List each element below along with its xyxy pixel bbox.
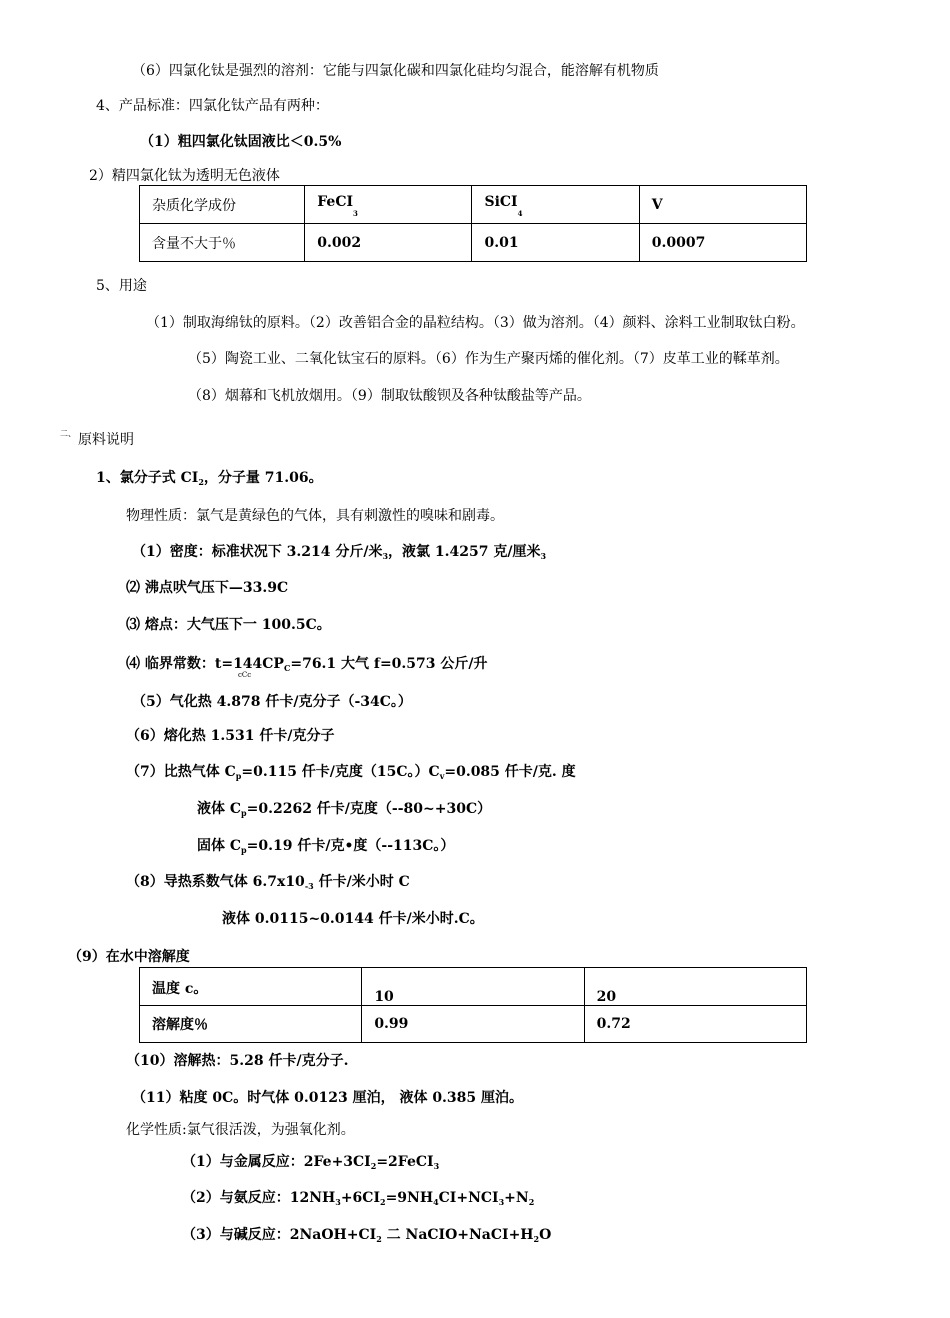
line-uses-3: （8）烟幕和飞机放烟用。（9）制取钛酸钡及各种钛酸盐等产品。: [188, 388, 591, 404]
line-reaction-alkali: （3）与碱反应：$2NaOH+CI_2$ 二 $NaCIO+NaCI+H_2O$: [182, 1227, 552, 1244]
line-reaction-ammonia: （2）与氨反应：$12NH_3+6CI_2=9NH_4CI+NCI_3+N_2$: [182, 1190, 535, 1207]
table-cell: 含量不大于％: [140, 224, 305, 262]
section-number: 二、: [60, 429, 76, 438]
line-chlorine-formula: 1、氯分子式 $CI_2$，分子量 71.06。: [96, 470, 323, 487]
line-thermal-conductivity-gas: （8）导热系数气体 $6.7x10_{-3}$ 仟卡/米小时 C: [126, 874, 410, 891]
line-crude-ticl4: （1）粗四氯化钛固液比＜0.5%: [140, 134, 342, 150]
table-cell: FeCI3: [305, 186, 472, 224]
line-uses-1: （1）制取海绵钛的原料。（2）改善铝合金的晶粒结构。（3）做为溶剂。（4）颜料、涂料工业制取钛白粉。: [146, 315, 805, 331]
table-cell: 杂质化学成份: [140, 186, 305, 224]
line-critical-constants: ⑷ 临界常数：$t=144CP_C=76.1$ 大气 f=0.573 公斤/升: [126, 656, 488, 673]
section-heading-uses: 5、用途: [96, 278, 147, 294]
table-cell: 溶解度％: [140, 1006, 362, 1043]
impurity-table: [139, 185, 807, 262]
line-specific-heat-solid: 固体 $C_p=0.19$ 仟卡/克•度（--113C。）: [197, 838, 455, 855]
table-header-row: [140, 968, 807, 1006]
table-header-row: [140, 186, 807, 224]
table-cell: V: [639, 186, 806, 224]
line-product-standard: 4、产品标准：四氯化钛产品有两种：: [96, 98, 329, 114]
line-reaction-metal: （1）与金属反应：$2Fe+3CI_2=2FeCI_3$: [182, 1154, 440, 1171]
line-viscosity: （11）粘度 0C。时气体 0.0123 厘泊， 液体 0.385 厘泊。: [132, 1090, 524, 1106]
line-uses-2: （5）陶瓷工业、二氧化钛宝石的原料。（6）作为生产聚丙烯的催化剂。（7）皮革工业的鞣革剂。: [188, 351, 789, 367]
table-cell: 0.99: [362, 1006, 584, 1043]
table-cell: 10: [362, 968, 584, 1006]
line-specific-heat-gas: （7）比热气体 $C_p=0.115$ 仟卡/克度（15C。）$C_v=0.085$ 仟卡/克. 度: [126, 764, 576, 781]
table-cell: 20: [584, 968, 806, 1006]
table-cell: 0.72: [584, 1006, 806, 1043]
line-titanium-solvent: （6）四氯化钛是强烈的溶剂：它能与四氯化碳和四氯化硅均匀混合，能溶解有机物质: [132, 63, 659, 79]
line-melting-point: ⑶ 熔点：大气压下一 100.5C。: [126, 617, 331, 633]
line-heat-of-solution: （10）溶解热：5.28 仟卡/克分子.: [126, 1053, 349, 1069]
table-row: [140, 1006, 807, 1043]
line-boiling-point: ⑵ 沸点吠气压下—33.9C: [126, 580, 289, 596]
line-specific-heat-liquid: 液体 $C_p=0.2262$ 仟卡/克度（--80~+30C）: [197, 801, 492, 818]
line-heat-of-fusion: （6）熔化热 1.531 仟卡/克分子: [126, 728, 335, 744]
table-cell: 温度 c。: [140, 968, 362, 1006]
critical-constants-subscript: cCc: [238, 671, 252, 679]
line-solubility-heading: （9）在水中溶解度: [68, 949, 190, 965]
line-density: （1）密度：标准状况下 3.214 分斤/米$_3$，液氯 1.4257 克/厘米$_3$: [132, 544, 547, 561]
table-cell: 0.002: [305, 224, 472, 262]
solubility-table: [139, 967, 807, 1043]
section-heading-raw-materials: 原料说明: [78, 432, 134, 448]
table-row: [140, 224, 807, 262]
table-cell: SiCI4: [472, 186, 639, 224]
table-cell: 0.01: [472, 224, 639, 262]
line-physical-properties: 物理性质：氯气是黄绿色的气体，具有刺激性的嗅味和剧毒。: [126, 508, 504, 524]
line-chemical-properties: 化学性质:氯气很活泼，为强氧化剂。: [126, 1122, 355, 1138]
table-cell: 0.0007: [639, 224, 806, 262]
line-thermal-conductivity-liquid: 液体 0.0115~0.0144 仟卡/米小时.C。: [222, 911, 484, 927]
line-heat-of-vaporization: （5）气化热 4.878 仟卡/克分子（-34C。）: [132, 694, 412, 710]
line-refined-ticl4: 2）精四氯化钛为透明无色液体: [89, 168, 280, 184]
